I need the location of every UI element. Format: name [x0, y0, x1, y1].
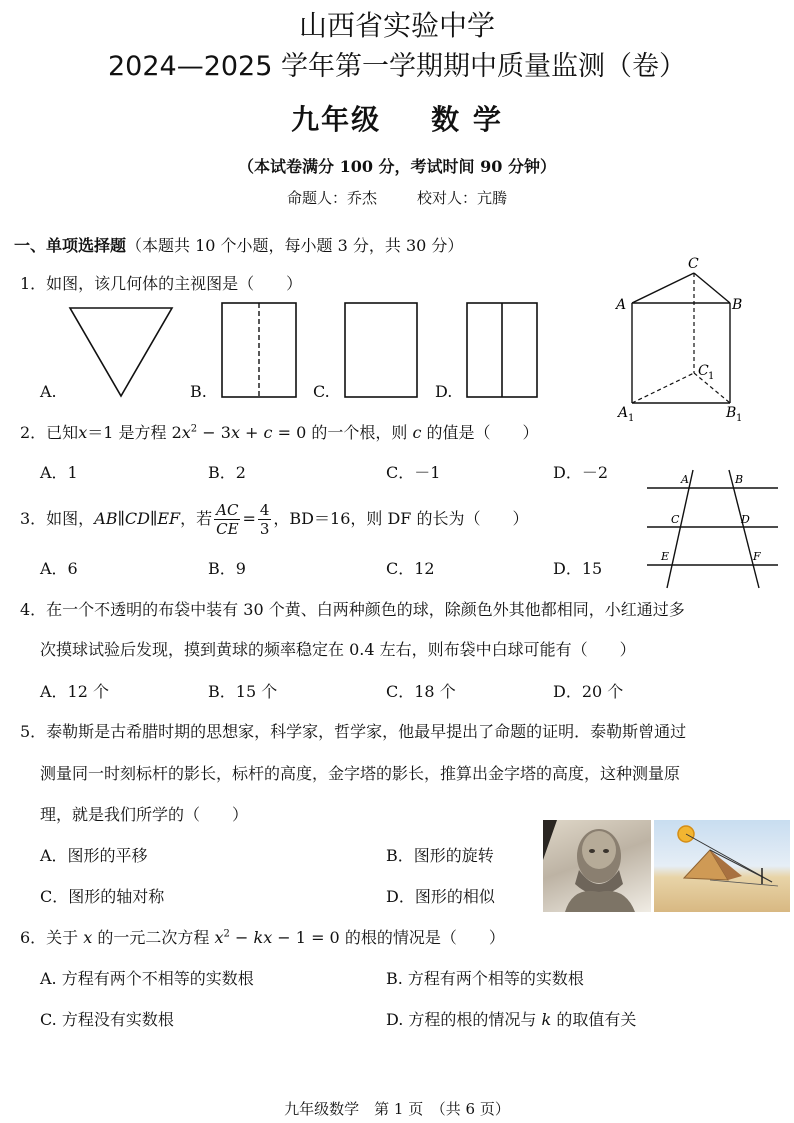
authors	[0, 187, 794, 208]
checker: 校对人：亢腾	[417, 189, 508, 207]
q3-mid: ，若	[180, 509, 213, 528]
q2-c: c	[412, 423, 422, 442]
q5-line2: 测量同一时刻标杆的影长，标杆的高度，金字塔的影长，推算出金字塔的高度，这种测量原	[40, 764, 681, 783]
section-note: （本题共 10 个小题，每小题 3 分，共 30 分）	[126, 236, 464, 255]
q3-pre: 3．如图，	[20, 509, 95, 528]
q2-post: = 0 的一个根，则	[272, 423, 413, 442]
q2-pre: 2．已知	[20, 423, 79, 442]
q2-plus: +	[239, 423, 264, 442]
fig3-label-a: A	[681, 473, 689, 486]
q5-option-d[interactable]: D．图形的相似	[386, 887, 495, 906]
q2-sq: 2	[190, 423, 198, 435]
q6-var: x	[83, 928, 93, 947]
q2-tail: 的值是（ ）	[421, 423, 539, 442]
prism-sub-c1: 1	[708, 371, 715, 382]
q3-fraction-4-3	[258, 501, 272, 538]
q3-fraction-ac-ce	[214, 501, 240, 538]
fig3-label-f: F	[753, 550, 761, 563]
q1-label-b: B.	[190, 382, 207, 401]
q4-option-a[interactable]: A．12 个	[40, 682, 110, 701]
q3-option-c[interactable]: C．12	[386, 559, 435, 578]
q4-option-d[interactable]: D．20 个	[553, 682, 624, 701]
q1-text: 1．如图，该几何体的主视图是（ ）	[20, 274, 303, 293]
section-heading	[14, 233, 463, 256]
q4-line1: 4．在一个不透明的布袋中装有 30 个黄、白两种颜色的球，除颜色外其他都相同，小红通过多	[20, 600, 685, 619]
q5-option-a[interactable]: A．图形的平移	[40, 846, 148, 865]
q6-text	[20, 925, 505, 948]
q6-pre: 6．关于	[20, 928, 84, 947]
prism-label-c1: C	[698, 363, 709, 379]
fig3-label-d: D	[741, 513, 750, 526]
q6-option-d-text: D. 方程的根的情况与	[386, 1010, 542, 1029]
q2-c: c	[263, 423, 273, 442]
q6-var: x	[214, 928, 224, 947]
prism-label-b1: B	[726, 405, 737, 421]
q3-option-b[interactable]: B．9	[208, 559, 246, 578]
q2-option-b[interactable]: B．2	[208, 463, 246, 482]
q1-option-b-rect-dashed	[221, 302, 297, 398]
grade: 九年级	[291, 103, 382, 136]
q5-option-c[interactable]: C．图形的轴对称	[40, 887, 165, 906]
q4-option-b[interactable]: B．15 个	[208, 682, 278, 701]
prism-label-a: A	[616, 297, 627, 313]
q6-option-b[interactable]: B. 方程有两个相等的实数根	[386, 969, 584, 988]
prism-label-a1: A	[618, 405, 629, 421]
q3-eq: =	[242, 509, 256, 528]
q3-bd: ，BD＝16，则 DF 的长为（ ）	[273, 509, 529, 528]
q3-option-d[interactable]: D．15	[553, 559, 603, 578]
q6-var: x	[263, 928, 273, 947]
q4-option-c[interactable]: C．18 个	[386, 682, 456, 701]
subject: 数 学	[431, 103, 503, 136]
q6-option-d-tail: 的取值有关	[551, 1010, 637, 1029]
exam-info: （本试卷满分 100 分，考试时间 90 分钟）	[238, 157, 556, 176]
q6-sq: 2	[223, 928, 230, 940]
fig3-label-c: C	[671, 513, 680, 526]
q6-option-a[interactable]: A. 方程有两个不相等的实数根	[40, 969, 254, 988]
q1-label-d: D.	[435, 382, 453, 401]
q4-line2: 次摸球试验后发现，摸到黄球的频率稳定在 0.4 左右，则布袋中白球可能有（ ）	[40, 640, 636, 659]
exam-title: 2024—2025 学年第一学期期中质量监测（卷）	[107, 51, 686, 82]
page-footer: 九年级数学 第 1 页 （共 6 页）	[284, 1100, 510, 1118]
q1-option-c-rect	[344, 302, 418, 398]
grade-subject	[0, 98, 794, 138]
prism-label-c: C	[688, 256, 699, 272]
q1-option-a-triangle	[68, 306, 174, 398]
q6-mid: 的一元二次方程	[92, 928, 215, 947]
q6-option-d[interactable]	[386, 1007, 636, 1030]
school-name: 山西省实验中学	[298, 9, 495, 42]
q3-parallel-figure	[645, 468, 780, 590]
prism-sub-b1: 1	[736, 413, 743, 424]
q2-option-d[interactable]: D．－2	[553, 463, 609, 482]
q2-var: x	[78, 423, 88, 442]
q2-option-a[interactable]: A．1	[40, 463, 78, 482]
q6-option-c[interactable]: C. 方程没有实数根	[40, 1010, 174, 1029]
q5-option-b[interactable]: B．图形的旋转	[386, 846, 494, 865]
q3-frac-den: 3	[259, 520, 270, 538]
q6-k: k	[253, 928, 264, 947]
author: 命题人：乔杰	[286, 189, 377, 207]
q5-line1: 5．泰勒斯是古希腊时期的思想家，科学家，哲学家，他最早提出了命题的证明．泰勒斯曾通过	[20, 722, 687, 741]
q1-option-d-rect-solid	[466, 302, 538, 398]
prism-sub-a1: 1	[628, 413, 635, 424]
q6-rest2: − 1 = 0 的根的情况是（ ）	[272, 928, 505, 947]
q6-option-d-k: k	[541, 1010, 552, 1029]
thales-bust-image	[543, 820, 651, 912]
q2-var: x	[181, 423, 191, 442]
q3-frac-den: CE	[216, 520, 239, 538]
pyramid-shadow-image	[654, 820, 790, 912]
q3-frac-num: AC	[216, 501, 239, 519]
prism-label-b: B	[732, 297, 743, 313]
q3-parallel: AB∥CD∥EF	[94, 509, 181, 528]
q3-text	[20, 497, 528, 541]
q6-rest1: −	[229, 928, 254, 947]
q1-label-c: C.	[313, 382, 330, 401]
q3-frac-num: 4	[259, 501, 270, 519]
q5-line3: 理，就是我们所学的（ ）	[40, 805, 249, 824]
q2-mid: − 3	[197, 423, 231, 442]
q2-var: x	[230, 423, 240, 442]
fig3-label-b: B	[735, 473, 744, 486]
q2-option-c[interactable]: C．－1	[386, 463, 441, 482]
q3-option-a[interactable]: A．6	[40, 559, 78, 578]
q1-prism-figure	[610, 255, 750, 425]
section-title: 一、单项选择题	[14, 236, 127, 255]
q2-eq1: ＝1 是方程 2	[87, 423, 182, 442]
q1-label-a: A.	[40, 382, 57, 401]
fig3-label-e: E	[661, 550, 670, 563]
q2-text	[20, 420, 539, 443]
